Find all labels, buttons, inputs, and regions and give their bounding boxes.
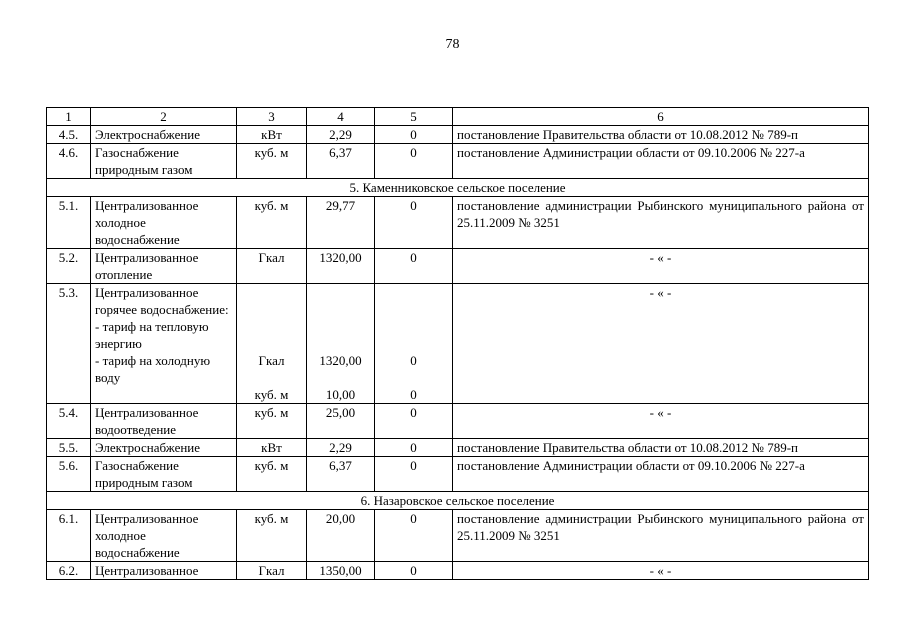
column-header: 5 bbox=[375, 108, 453, 126]
table-row bbox=[47, 126, 869, 144]
basis-cell: постановление администрации Рыбинского муниципального района от 25.11.2009 № 3251 bbox=[453, 197, 869, 249]
adjustment-cell: 0 bbox=[375, 457, 453, 492]
service-name: Электроснабжение bbox=[91, 439, 237, 457]
row-number: 5.6. bbox=[47, 457, 91, 492]
table-row bbox=[47, 284, 869, 404]
unit-cell: кВт bbox=[237, 439, 307, 457]
unit-cell: куб. м bbox=[237, 197, 307, 249]
unit-value: куб. м bbox=[254, 387, 289, 402]
row-number: 4.5. bbox=[47, 126, 91, 144]
adjustment-cell: 0 bbox=[375, 126, 453, 144]
adjustment-value: 0 bbox=[410, 353, 417, 368]
value-cell: 1350,00 bbox=[307, 562, 375, 580]
table-row bbox=[47, 510, 869, 562]
table-row bbox=[47, 197, 869, 249]
value-cell: 6,37 bbox=[307, 144, 375, 179]
row-number: 5.5. bbox=[47, 439, 91, 457]
column-header: 3 bbox=[237, 108, 307, 126]
adjustment-cell: 0 bbox=[375, 562, 453, 580]
service-name: Газоснабжение природным газом bbox=[91, 144, 237, 179]
adjustment-value: 0 bbox=[410, 387, 417, 402]
value-cell: 2,29 bbox=[307, 126, 375, 144]
basis-cell: - « - bbox=[453, 404, 869, 439]
unit-cell: кВт bbox=[237, 126, 307, 144]
column-header: 2 bbox=[91, 108, 237, 126]
service-subitem: - тариф на холодную воду bbox=[95, 353, 211, 385]
adjustment-cell bbox=[375, 284, 453, 404]
value-cell: 20,00 bbox=[307, 510, 375, 562]
row-number: 4.6. bbox=[47, 144, 91, 179]
value-cell: 2,29 bbox=[307, 439, 375, 457]
row-number: 5.2. bbox=[47, 249, 91, 284]
value-cell: 1320,00 bbox=[307, 249, 375, 284]
basis-cell: постановление администрации Рыбинского муниципального района от 25.11.2009 № 3251 bbox=[453, 510, 869, 562]
table-row bbox=[47, 457, 869, 492]
table-row bbox=[47, 439, 869, 457]
service-name: Централизованное отопление bbox=[91, 249, 237, 284]
unit-cell: куб. м bbox=[237, 510, 307, 562]
section-title: 6. Назаровское сельское поселение bbox=[47, 492, 869, 510]
basis-cell: - « - bbox=[453, 562, 869, 580]
header-row bbox=[47, 108, 869, 126]
unit-cell: куб. м bbox=[237, 404, 307, 439]
row-number: 5.1. bbox=[47, 197, 91, 249]
value-cell: 29,77 bbox=[307, 197, 375, 249]
service-name: Централизованное bbox=[91, 562, 237, 580]
service-name: Централизованное холодное водоснабжение bbox=[91, 510, 237, 562]
adjustment-cell: 0 bbox=[375, 144, 453, 179]
value-cell: 25,00 bbox=[307, 404, 375, 439]
basis-cell: постановление Правительства области от 10.08.2012 № 789-п bbox=[453, 126, 869, 144]
unit-cell: куб. м bbox=[237, 144, 307, 179]
basis-cell: - « - bbox=[453, 284, 869, 404]
adjustment-cell: 0 bbox=[375, 197, 453, 249]
section-row bbox=[47, 179, 869, 197]
tariff-table bbox=[46, 107, 869, 580]
unit-value: Гкал bbox=[258, 353, 285, 368]
value-cell: 6,37 bbox=[307, 457, 375, 492]
section-row bbox=[47, 492, 869, 510]
row-number: 5.3. bbox=[47, 284, 91, 404]
unit-cell: Гкал bbox=[237, 562, 307, 580]
tariff-value: 1320,00 bbox=[319, 353, 362, 368]
adjustment-cell: 0 bbox=[375, 249, 453, 284]
unit-cell: Гкал bbox=[237, 249, 307, 284]
adjustment-cell: 0 bbox=[375, 439, 453, 457]
tariff-value: 10,00 bbox=[325, 387, 356, 402]
service-name bbox=[91, 284, 237, 404]
service-name: Газоснабжение природным газом bbox=[91, 457, 237, 492]
column-header: 1 bbox=[47, 108, 91, 126]
unit-cell bbox=[237, 284, 307, 404]
basis-cell: постановление Правительства области от 10.08.2012 № 789-п bbox=[453, 439, 869, 457]
table-row bbox=[47, 144, 869, 179]
row-number: 6.1. bbox=[47, 510, 91, 562]
row-number: 5.4. bbox=[47, 404, 91, 439]
service-name-main: Централизованное горячее водоснабжение: bbox=[95, 285, 229, 317]
service-name: Централизованное холодное водоснабжение bbox=[91, 197, 237, 249]
adjustment-cell: 0 bbox=[375, 404, 453, 439]
value-cell bbox=[307, 284, 375, 404]
basis-cell: постановление Администрации области от 09.10.2006 № 227-а bbox=[453, 144, 869, 179]
service-name: Электроснабжение bbox=[91, 126, 237, 144]
table-row bbox=[47, 249, 869, 284]
table-body bbox=[47, 108, 869, 580]
service-subitem: - тариф на тепловую энергию bbox=[95, 319, 209, 351]
table-row bbox=[47, 562, 869, 580]
adjustment-cell: 0 bbox=[375, 510, 453, 562]
column-header: 6 bbox=[453, 108, 869, 126]
row-number: 6.2. bbox=[47, 562, 91, 580]
basis-cell: постановление Администрации области от 09.10.2006 № 227-а bbox=[453, 457, 869, 492]
unit-cell: куб. м bbox=[237, 457, 307, 492]
section-title: 5. Каменниковское сельское поселение bbox=[47, 179, 869, 197]
column-header: 4 bbox=[307, 108, 375, 126]
page-number: 78 bbox=[445, 37, 460, 52]
service-name: Централизованное водоотведение bbox=[91, 404, 237, 439]
basis-cell: - « - bbox=[453, 249, 869, 284]
table-row bbox=[47, 404, 869, 439]
